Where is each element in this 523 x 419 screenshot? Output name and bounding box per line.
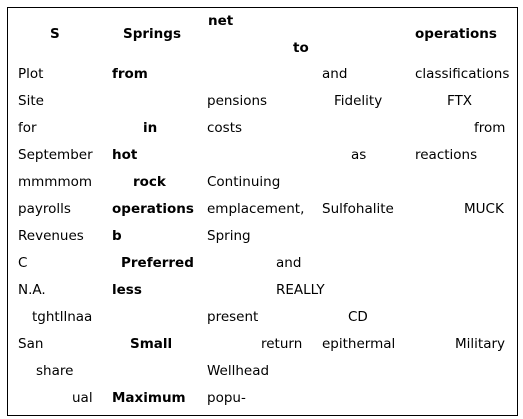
table-cell: and xyxy=(276,255,302,271)
table-cell: from xyxy=(474,120,506,136)
table-cell: present xyxy=(207,309,259,325)
table-cell: MUCK xyxy=(464,201,504,217)
table-cell: Site xyxy=(18,93,44,109)
header-cell-3-line1: net xyxy=(208,13,234,29)
table-cell: ual xyxy=(72,390,93,406)
header-cell-2: Springs xyxy=(123,26,181,42)
table-cell: and xyxy=(322,66,348,82)
table-cell: in xyxy=(143,120,158,136)
table-cell: mmmmom xyxy=(18,174,93,190)
table-cell: b xyxy=(112,228,122,244)
table-cell: pensions xyxy=(207,93,268,109)
table-cell: popu- xyxy=(207,390,246,406)
table-cell: September xyxy=(18,147,93,163)
table-cell: less xyxy=(112,282,142,298)
table-cell: Plot xyxy=(18,66,44,82)
table-cell: C xyxy=(18,255,28,271)
table-cell: as xyxy=(351,147,367,163)
table-cell: emplacement, xyxy=(207,201,305,217)
table-cell: Maximum xyxy=(112,390,186,406)
table-cell: N.A. xyxy=(18,282,46,298)
table-cell: REALLY xyxy=(276,282,325,298)
table-cell: Spring xyxy=(207,228,251,244)
table-cell: payrolls xyxy=(18,201,71,217)
table-cell: Military xyxy=(455,336,506,352)
table-cell: Small xyxy=(130,336,173,352)
table-cell: classifications xyxy=(415,66,510,82)
table-cell: tghtllnaa xyxy=(32,309,93,325)
table-cell: hot xyxy=(112,147,138,163)
table-cell: Preferred xyxy=(121,255,194,271)
table-cell: operations xyxy=(112,201,194,217)
table-cell: Wellhead xyxy=(207,363,270,379)
table-cell: Sulfohalite xyxy=(322,201,394,217)
table-cell: return xyxy=(261,336,303,352)
table-cell: epithermal xyxy=(322,336,396,352)
header-cell-3-line2: to xyxy=(293,40,309,56)
table-cell: San xyxy=(18,336,44,352)
header-cell-1: S xyxy=(50,26,60,42)
table-cell: Continuing xyxy=(207,174,281,190)
table-cell: Revenues xyxy=(18,228,84,244)
table-cell: share xyxy=(36,363,74,379)
table-cell: from xyxy=(112,66,148,82)
table-cell: for xyxy=(18,120,37,136)
table-cell: CD xyxy=(348,309,368,325)
table-cell: FTX xyxy=(447,93,473,109)
table-cell: rock xyxy=(133,174,166,190)
table-cell: reactions xyxy=(415,147,478,163)
header-cell-5: operations xyxy=(415,26,497,42)
table-cell: costs xyxy=(207,120,243,136)
table-cell: Fidelity xyxy=(334,93,383,109)
